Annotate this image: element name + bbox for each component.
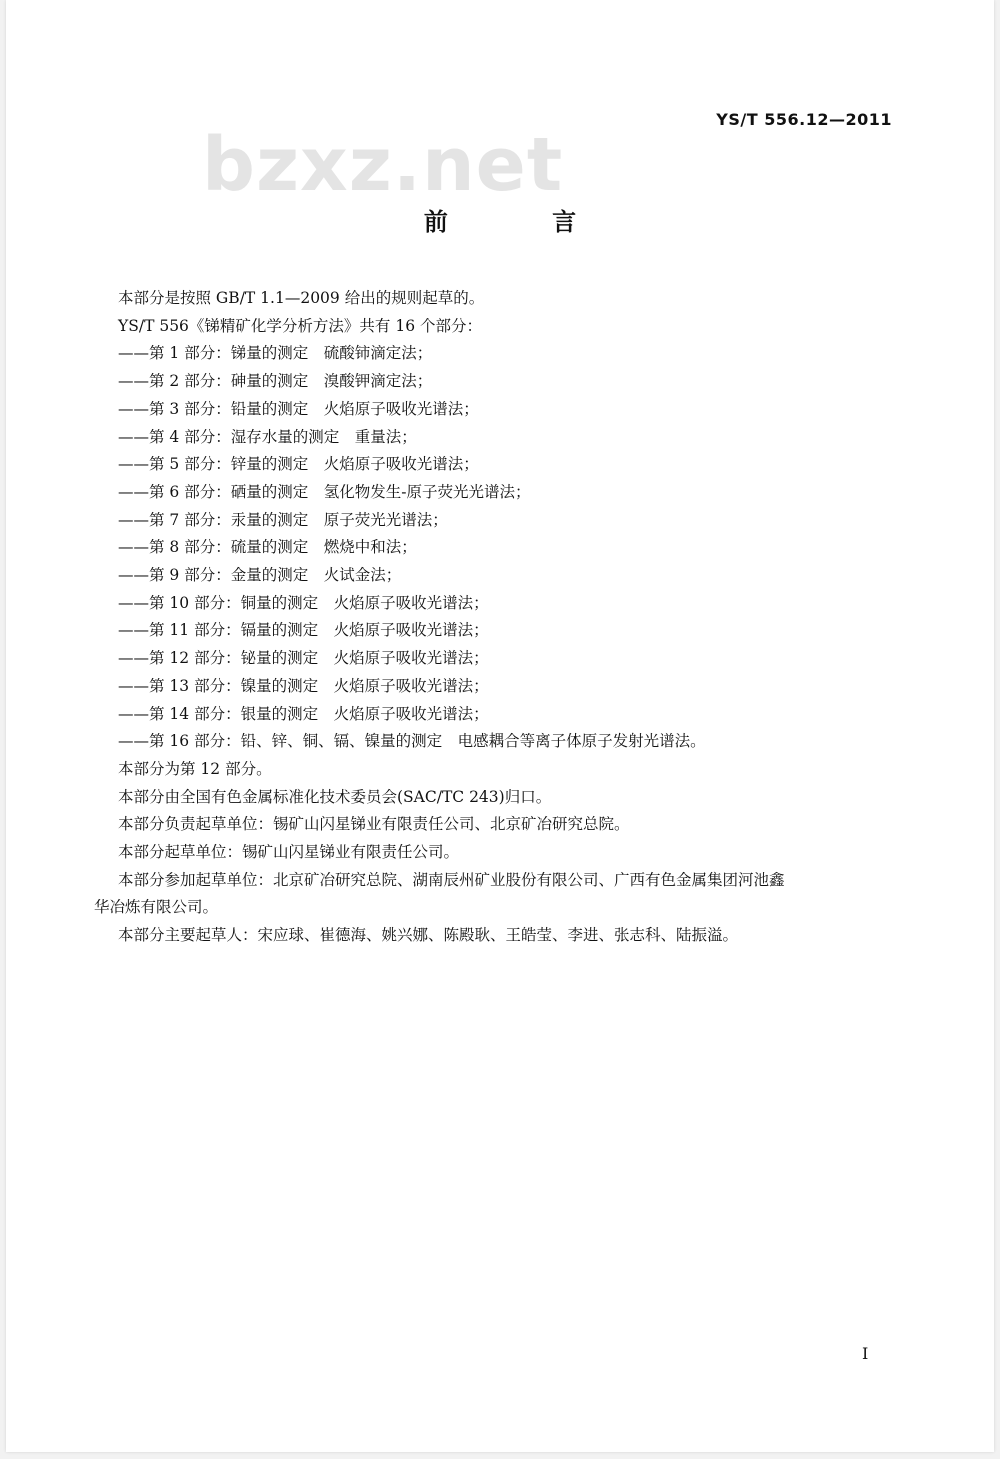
paragraph-drafting-rules: 本部分是按照 GB/T 1.1—2009 给出的规则起草的。 — [118, 289, 485, 307]
paragraph-participating-units-continued: 华冶炼有限公司。 — [94, 898, 219, 917]
list-item-part-12: ——第 12 部分：铋量的测定 火焰原子吸收光谱法； — [118, 649, 489, 668]
list-item-part-9: ——第 9 部分：金量的测定 火试金法； — [118, 566, 402, 585]
list-item-part-4: ——第 4 部分：湿存水量的测定 重量法； — [118, 427, 417, 446]
paragraph-main-drafters: 本部分主要起草人：宋应球、崔德海、姚兴娜、陈殿耿、王皓莹、李进、张志科、陆振溢。 — [118, 926, 739, 945]
document-code: YS/T 556.12—2011 — [716, 110, 892, 129]
list-item-part-14: ——第 14 部分：银量的测定 火焰原子吸收光谱法； — [118, 704, 489, 723]
paragraph-series-intro: YS/T 556《锑精矿化学分析方法》共有 16 个部分： — [118, 316, 483, 335]
foreword-body — [94, 285, 908, 950]
list-item-part-5: ——第 5 部分：锌量的测定 火焰原子吸收光谱法； — [118, 455, 479, 474]
list-item-part-3: ——第 3 部分：铅量的测定 火焰原子吸收光谱法； — [118, 399, 479, 418]
list-item-part-11: ——第 11 部分：镉量的测定 火焰原子吸收光谱法； — [118, 621, 489, 640]
list-item-part-2: ——第 2 部分：砷量的测定 溴酸钾滴定法； — [118, 372, 433, 391]
paragraph-this-part: 本部分为第 12 部分。 — [118, 759, 272, 778]
paragraph-lead-drafters: 本部分负责起草单位：锡矿山闪星锑业有限责任公司、北京矿冶研究总院。 — [118, 815, 630, 834]
document-page — [6, 0, 994, 1452]
paragraph-responsible-committee: 本部分由全国有色金属标准化技术委员会(SAC/TC 243)归口。 — [118, 787, 552, 806]
list-item-part-7: ——第 7 部分：汞量的测定 原子荧光光谱法； — [118, 510, 448, 529]
list-item-part-8: ——第 8 部分：硫量的测定 燃烧中和法； — [118, 538, 417, 557]
paragraph-drafting-unit: 本部分起草单位：锡矿山闪星锑业有限责任公司。 — [118, 843, 460, 862]
section-title: 前 言 — [423, 208, 625, 236]
list-item-part-6: ——第 6 部分：硒量的测定 氢化物发生-原子荧光光谱法； — [118, 482, 531, 501]
list-item-part-1: ——第 1 部分：锑量的测定 硫酸铈滴定法； — [118, 344, 433, 363]
list-item-part-10: ——第 10 部分：铜量的测定 火焰原子吸收光谱法； — [118, 593, 489, 612]
watermark: bzxz.net — [202, 122, 564, 208]
page-number: I — [862, 1344, 869, 1363]
list-item-part-13: ——第 13 部分：镍量的测定 火焰原子吸收光谱法； — [118, 676, 489, 695]
paragraph-participating-units: 本部分参加起草单位：北京矿冶研究总院、湖南辰州矿业股份有限公司、广西有色金属集团河池鑫 — [118, 870, 785, 889]
list-item-part-16: ——第 16 部分：铅、锌、铜、镉、镍量的测定 电感耦合等离子体原子发射光谱法。 — [118, 732, 706, 751]
